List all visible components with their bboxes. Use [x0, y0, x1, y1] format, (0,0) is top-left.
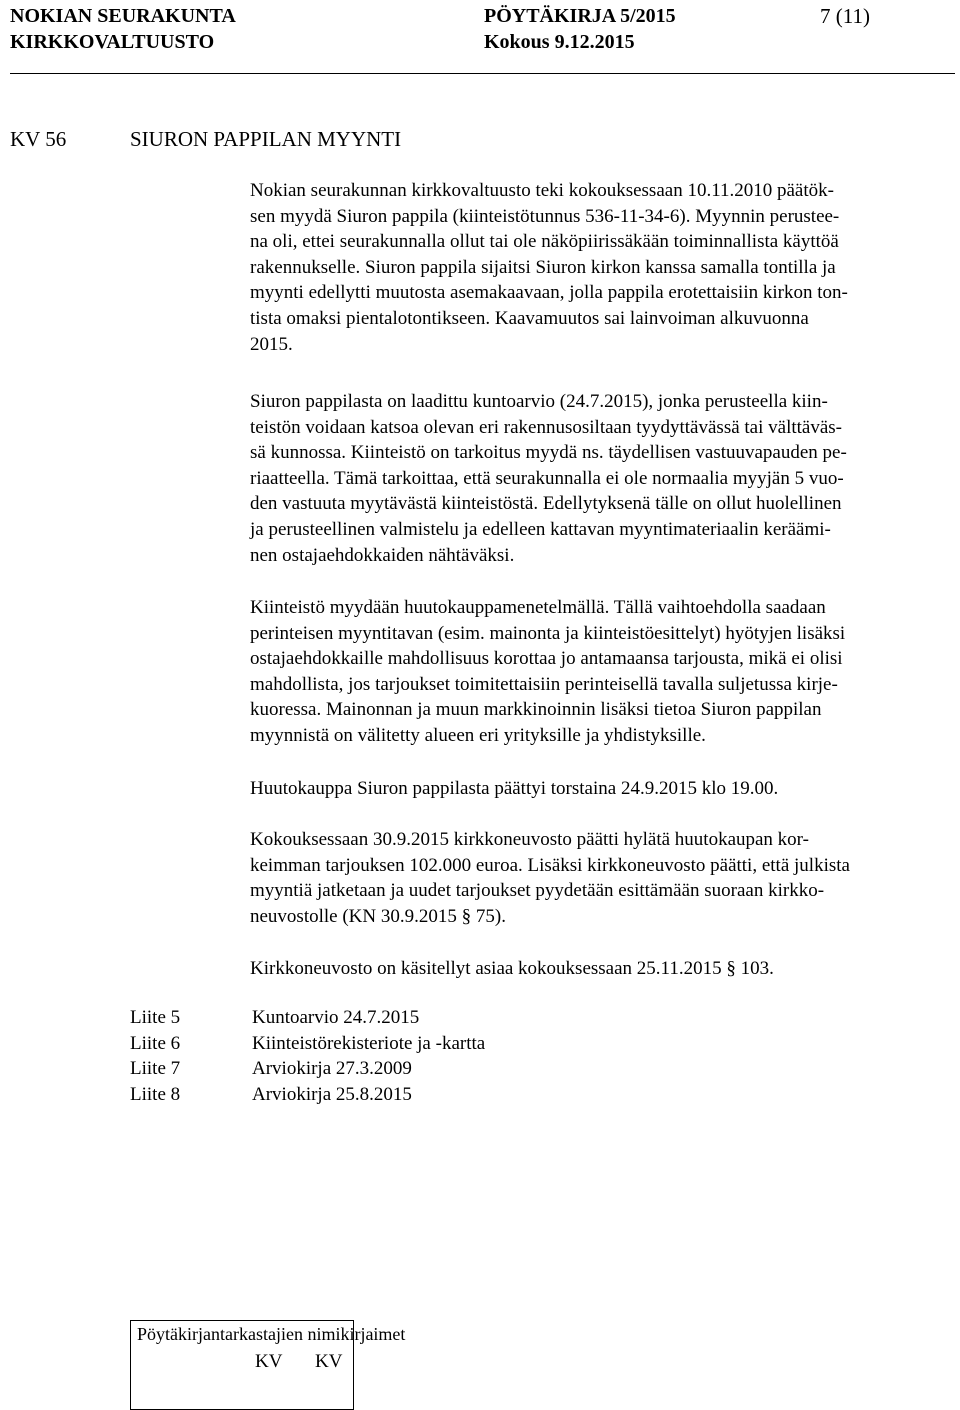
text-line: riaatteella. Tämä tarkoittaa, että seurakunnalla ei ole normaalia myyjän 5 vuo-: [250, 467, 844, 489]
text-line: ja perusteellinen valmistelu ja edelleen kattavan myyntimateriaalin keräämi-: [250, 518, 831, 540]
text-line: Nokian seurakunnan kirkkovaltuusto teki kokouksessaan 10.11.2010 päätök-: [250, 180, 834, 201]
attachment-label: Liite 7: [130, 1058, 181, 1080]
text-line: Kiinteistö myydään huutokauppamenetelmällä. Tällä vaihtoehdolla saadaan: [250, 597, 826, 618]
attachment-label: Liite 5: [130, 1007, 181, 1028]
text-line: Kokouksessaan 30.9.2015 kirkkoneuvosto päätti hylätä huutokaupan kor-: [250, 829, 809, 850]
text-line: nen ostajaehdokkaiden nähtäväksi.: [250, 544, 515, 566]
header-document-title: PÖYTÄKIRJA 5/2015: [484, 5, 676, 27]
text-line: mahdollista, jos tarjoukset toimitettaisiin perinteisellä tavalla suljetussa kirje-: [250, 673, 838, 695]
text-line: perinteisen myyntitavan (esim. mainonta ja kiinteistöesittelyt) hyötyjen lisäksi: [250, 622, 846, 644]
attachment-row: [130, 1082, 485, 1108]
text-line: Kirkkoneuvosto on käsitellyt asiaa kokouksessaan 25.11.2015 § 103.: [250, 958, 774, 979]
text-line: kuoressa. Mainonnan ja muun markkinoinnin lisäksi tietoa Siuron pappilan: [250, 699, 822, 721]
text-line: myynti edellytti muutosta asemakaavaan, jolla pappila erotettaisiin kirkon ton-: [250, 282, 848, 304]
text-line: den vastuuta myytävästä kiinteistöstä. Edellytyksenä tälle on ollut huolellinen: [250, 493, 842, 515]
header-divider: [10, 73, 955, 74]
paragraph-board-decision: [250, 827, 960, 929]
text-line: myyntiä jatketaan ja uudet tarjoukset pyydetään esittämään suoraan kirkko-: [250, 880, 825, 902]
text-line: Huutokauppa Siuron pappilasta päättyi torstaina 24.9.2015 klo 19.00.: [250, 778, 779, 799]
reviewer-initial: KV: [255, 1351, 283, 1372]
header-body: KIRKKOVALTUUSTO: [10, 31, 215, 53]
text-line: 2015.: [250, 333, 293, 355]
attachment-label: Liite 8: [130, 1083, 181, 1105]
attachment-title: Kiinteistörekisteriote ja -kartta: [252, 1032, 486, 1054]
text-line: tista omaksi pientalotontikseen. Kaavamuutos sai lainvoiman alkuvuonna: [250, 307, 809, 329]
attachment-row: [130, 1031, 485, 1057]
attachments-list: [130, 1005, 485, 1107]
section-number: KV 56: [10, 127, 67, 151]
text-line: myynnistä on välitetty alueen eri yrityksille ja yhdistyksille.: [250, 724, 706, 746]
paragraph-sale-decision: [250, 178, 960, 357]
header-org: NOKIAN SEURAKUNTA: [10, 5, 236, 27]
attachment-row: [130, 1005, 485, 1031]
text-line: ostajaehdokkaille mahdollisuus korottaa jo antamaansa tarjousta, mikä ei olisi: [250, 648, 843, 670]
header-meeting-date: Kokous 9.12.2015: [484, 31, 635, 53]
attachment-title: Arviokirja 27.3.2009: [252, 1058, 412, 1080]
paragraph-auction-end: [250, 776, 960, 802]
reviewer-initial: KV: [315, 1351, 343, 1372]
text-line: Siuron pappilasta on laadittu kuntoarvio (24.7.2015), jonka perusteella kiin-: [250, 391, 828, 412]
text-line: sen myydä Siuron pappila (kiinteistötunnus 536-11-34-6). Myynnin perustee-: [250, 205, 840, 227]
section-title: SIURON PAPPILAN MYYNTI: [130, 127, 402, 151]
text-line: sä kunnossa. Kiinteistö on tarkoitus myydä ns. täydellisen vastuuvapauden pe-: [250, 442, 847, 464]
reviewer-initials-title: Pöytäkirjantarkastajien nimikirjaimet: [137, 1324, 406, 1344]
attachment-title: Kuntoarvio 24.7.2015: [252, 1007, 420, 1028]
header-page-number: 7 (11): [820, 4, 870, 28]
text-line: rakennukselle. Siuron pappila sijaitsi Siuron kirkon kanssa samalla tontilla ja: [250, 256, 836, 278]
text-line: neuvostolle (KN 30.9.2015 § 75).: [250, 905, 506, 927]
paragraph-board-handling: [250, 956, 960, 982]
reviewer-initials-box: [130, 1320, 406, 1410]
paragraph-condition-assessment: [250, 389, 960, 568]
paragraph-auction-method: [250, 595, 960, 749]
attachment-row: [130, 1056, 485, 1082]
attachment-title: Arviokirja 25.8.2015: [252, 1083, 412, 1105]
text-line: na oli, ettei seurakunnalla ollut tai ole näköpiirissäkään toiminnallista käyttöä: [250, 231, 839, 253]
text-line: keimman tarjouksen 102.000 euroa. Lisäksi kirkkoneuvosto päätti, että julkista: [250, 854, 850, 876]
attachment-label: Liite 6: [130, 1032, 181, 1054]
text-line: teistön voidaan katsoa olevan eri rakennusosiltaan tyydyttävässä tai välttäväs-: [250, 416, 842, 438]
